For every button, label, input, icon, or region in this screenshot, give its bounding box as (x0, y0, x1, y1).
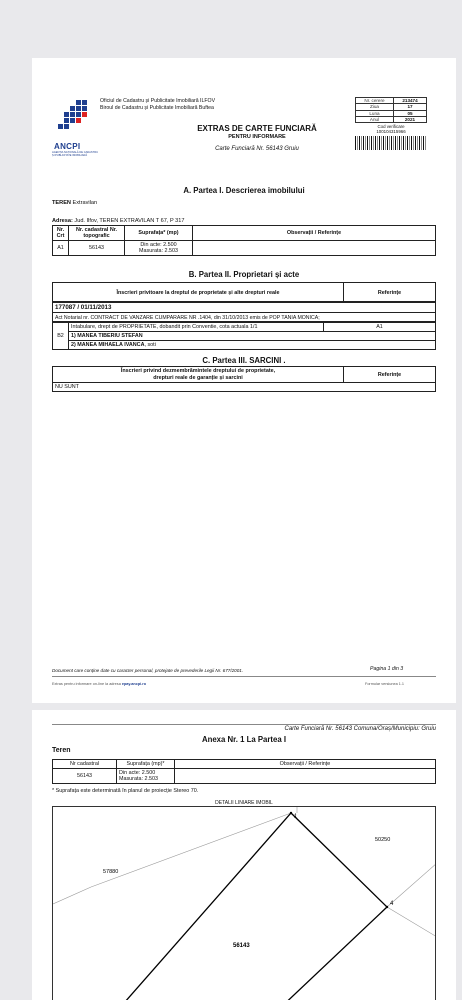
page2-top-divider (52, 724, 436, 725)
cell-nr: A1 (53, 241, 69, 256)
neighbor-label-right: 50250 (375, 837, 391, 843)
table-row (53, 332, 436, 341)
table-row (53, 769, 436, 784)
verification-code (355, 124, 427, 134)
sarcini-line-1: Înscrieri privind dezmembrămintele dreptului de proprietate, (120, 368, 276, 374)
office-name (100, 98, 215, 112)
cell-b-text: Intabulare, drept de PROPRIETATE, dobandit prin Conventie, cota actuala 1/1 (69, 323, 324, 332)
request-value: 213474 (394, 98, 427, 104)
neighbor-boundary (53, 887, 91, 904)
section-b-title: B. Partea II. Proprietari și acte (188, 270, 300, 279)
col-cadastral: Nr. cadastral Nr. topografic (69, 226, 125, 241)
entry-id: 177087 / 01/11/2013 (52, 301, 436, 313)
ownership-header (52, 282, 436, 303)
owner-2-name: 2) MANEA MIHAELA IVANCA (71, 342, 145, 348)
neighbor-boundary (387, 907, 436, 937)
col-nr-cadastral: Nr cadastral (53, 760, 117, 769)
act-notarial: Act Notarial nr. CONTRACT DE VANZARE CUMPARARE NR .1404, din 31/10/2013 emis de POP TANIA MONICA; (52, 312, 436, 322)
col-sarcini (53, 367, 344, 383)
table-header-row (53, 283, 436, 303)
cod-label: Cod verificare (377, 124, 405, 129)
neighbor-label-left: 57880 (103, 869, 119, 875)
cell-b-ref: A1 (324, 323, 436, 332)
request-value: 05 (394, 110, 427, 116)
col-surface: Suprafața* (mp) (125, 226, 193, 241)
extras-prefix: Extras pentru informare on-line la adresa (52, 682, 122, 686)
table-header-row (53, 367, 436, 383)
form-version: Formular versiunea 1.1 (365, 682, 405, 686)
map-title: DETALII LINIARE IMOBIL (215, 800, 273, 806)
annex-cad: 56143 (53, 769, 117, 784)
office-line-2: Biroul de Cadastru și Publicitate Imobiliară Buftea (100, 105, 214, 111)
extras-link-line (52, 682, 146, 686)
cell-surface (125, 241, 193, 256)
cell-observations (193, 241, 436, 256)
neighbor-boundary (91, 813, 291, 887)
col-ref: Referințe (344, 283, 436, 303)
annex-sup-masurata: Masurata: 2.503 (119, 776, 158, 782)
sarcini-table (52, 366, 436, 392)
request-key: Nr. cerere (356, 98, 394, 104)
annex-obs (175, 769, 436, 784)
col-observatii: Observații / Referințe (175, 760, 436, 769)
cell-cadastral: 56143 (69, 241, 125, 256)
surface-note: * Suprafața este determinată în planul de proiecție Stereo 70. (52, 788, 199, 794)
page-number: Pagina 1 din 3 (370, 666, 404, 672)
document-page-1 (32, 58, 456, 703)
office-line-1: Oficiul de Cadastru și Publicitate Imobiliară ILFOV (100, 98, 216, 104)
surface-masurata: Masurata: 2.503 (139, 248, 178, 254)
property-type-bold: TEREN (52, 200, 71, 206)
sarcini-value: NU SUNT (53, 383, 436, 392)
neighbor-boundary (387, 863, 436, 907)
table-row (53, 241, 436, 256)
section-teren: Teren (52, 747, 71, 754)
ancpi-logo (54, 98, 94, 144)
request-row (356, 116, 427, 122)
col-observations: Observații / Referințe (193, 226, 436, 241)
section-c-title: C. Partea III. SARCINI . (202, 356, 286, 365)
vertex-label-4: 4 (390, 901, 394, 907)
cod-value: 100104315966 (376, 129, 406, 134)
address-label: Adresa: (52, 218, 73, 224)
col-sarcini-ref: Referințe (344, 367, 436, 383)
vertex-point (290, 812, 292, 814)
section-a-title: A. Partea I. Descrierea imobilului (183, 186, 305, 195)
extras-link[interactable]: epay.ancpi.ro (121, 682, 147, 686)
parcel-map (52, 806, 436, 1000)
cf-number: Carte Funciară Nr. 56143 Gruiu (215, 146, 299, 152)
page2-cf: Carte Funciară Nr. 56143 Comuna/Oraș/Municipiu: Gruiu (284, 726, 436, 732)
parcel-boundary (117, 813, 387, 1000)
col-ownership: Înscrieri privitoare la dreptul de proprietate și alte drepturi reale (53, 283, 344, 303)
document-title: EXTRAS DE CARTE FUNCIARĂ (197, 124, 317, 133)
footer-note: Document care conține date cu caracter personal, protejate de prevederile Legii Nr. 677/2001. (52, 668, 244, 673)
logo-text: ANCPI (54, 142, 81, 151)
request-value: 2021 (394, 116, 427, 122)
address-value: Jud. Ilfov, TEREN EXTRAVILAN T 67, P 317 (74, 218, 185, 224)
owner-1: 1) MANEA TIBERIU STEFAN (69, 332, 436, 341)
property-type-rest: Extravilan (72, 200, 98, 206)
address (52, 218, 184, 224)
annex-title: Anexa Nr. 1 La Partea I (201, 735, 287, 744)
table-header-row (53, 760, 436, 769)
col-nr-crt: Nr. Crt (53, 226, 69, 241)
cell-b-nr: B2 (53, 323, 69, 350)
table-row (53, 323, 436, 332)
table-header-row (53, 226, 436, 241)
request-key: Anul (356, 116, 394, 122)
annex-sup-acte: Din acte: 2.500 (119, 770, 156, 776)
property-table (52, 225, 436, 256)
col-suprafata: Suprafața (mp)* (117, 760, 175, 769)
table-row (53, 341, 436, 350)
owner-2-rest: , soti (144, 342, 156, 348)
vertex-point (386, 906, 388, 908)
parcel-label: 56143 (233, 943, 250, 949)
request-key: Luna (356, 110, 394, 116)
table-row (53, 383, 436, 392)
document-subtitle: PENTRU INFORMARE (228, 134, 286, 140)
parcel-drawing (53, 807, 436, 1000)
barcode (355, 136, 427, 150)
document-page-2 (32, 710, 456, 1000)
request-table (355, 97, 427, 123)
inscription-table (52, 322, 436, 350)
property-type (52, 200, 97, 206)
owner-2 (69, 341, 436, 350)
footer-divider (52, 676, 436, 677)
request-value: 17 (394, 104, 427, 110)
vertex-label-1: 1 (294, 814, 298, 820)
annex-surface (117, 769, 175, 784)
logo-subtitle: AGENȚIA NAȚIONALĂ DE CADASTRU ȘI PUBLICITATE IMOBILIARĂ (52, 151, 98, 157)
surface-acte: Din acte: 2.500 (140, 242, 177, 248)
sarcini-line-2: drepturi reale de garanție și sarcini (153, 374, 243, 381)
request-key: Ziua (356, 104, 394, 110)
annex-table (52, 759, 436, 784)
